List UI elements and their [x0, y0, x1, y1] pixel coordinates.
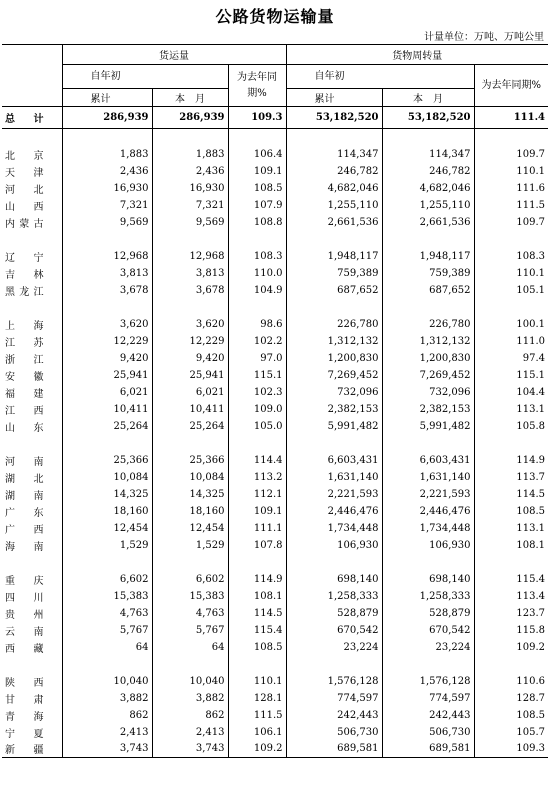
freight-month: 25,941	[152, 367, 228, 384]
freight-yoy: 108.3	[228, 248, 286, 265]
corner-cell	[2, 45, 62, 65]
freight-yoy: 106.4	[228, 146, 286, 163]
freight-yoy-header: 为去年同期%	[228, 65, 286, 107]
freight-yoy: 113.2	[228, 469, 286, 486]
freight-month: 5,767	[152, 622, 228, 639]
region-name: 河南	[2, 452, 62, 469]
turnover-cumulative: 114,347	[286, 146, 382, 163]
turnover-month: 1,734,448	[382, 520, 474, 537]
turnover-yoy: 108.5	[474, 707, 548, 724]
turnover-month: 2,221,593	[382, 486, 474, 503]
turnover-month: 106,930	[382, 537, 474, 554]
freight-yoy: 108.5	[228, 639, 286, 656]
freight-yoy: 97.0	[228, 350, 286, 367]
turnover-yoy-header: 为去年同期%	[474, 65, 548, 107]
freight-yoy: 112.1	[228, 486, 286, 503]
freight-cumulative: 14,325	[62, 486, 152, 503]
turnover-yoy: 115.4	[474, 571, 548, 588]
freight-month: 3,813	[152, 265, 228, 282]
turnover-yoy: 110.6	[474, 673, 548, 690]
turnover-month: 53,182,520	[382, 107, 474, 129]
turnover-cumulative: 2,446,476	[286, 503, 382, 520]
turnover-cumulative: 6,603,431	[286, 452, 382, 469]
freight-month: 3,882	[152, 690, 228, 707]
turnover-month: 670,542	[382, 622, 474, 639]
freight-month: 6,021	[152, 384, 228, 401]
region-name: 吉林	[2, 265, 62, 282]
table-row	[2, 741, 548, 758]
table-row	[2, 214, 548, 231]
table-row	[2, 452, 548, 469]
region-name: 内蒙古	[2, 214, 62, 231]
turnover-month: 1,576,128	[382, 673, 474, 690]
turnover-yoy: 108.5	[474, 503, 548, 520]
turnover-month: 4,682,046	[382, 180, 474, 197]
turnover-cumulative: 1,631,140	[286, 469, 382, 486]
turnover-month: 1,258,333	[382, 588, 474, 605]
freight-month: 12,968	[152, 248, 228, 265]
freight-yoy: 114.9	[228, 571, 286, 588]
turnover-cumulative: 226,780	[286, 316, 382, 333]
turnover-month: 5,991,482	[382, 418, 474, 435]
turnover-month-header: 本 月	[382, 89, 474, 107]
turnover-month: 1,200,830	[382, 350, 474, 367]
turnover-yoy: 108.3	[474, 248, 548, 265]
region-name: 黑龙江	[2, 282, 62, 299]
table-row	[2, 673, 548, 690]
freight-month: 9,569	[152, 214, 228, 231]
turnover-yoy: 114.5	[474, 486, 548, 503]
table-row	[2, 724, 548, 741]
turnover-cumulative: 5,991,482	[286, 418, 382, 435]
freight-cumulative: 64	[62, 639, 152, 656]
group-spacer	[2, 129, 548, 146]
freight-cumulative: 12,229	[62, 333, 152, 350]
region-name: 新疆	[2, 741, 62, 758]
turnover-yoy: 111.6	[474, 180, 548, 197]
turnover-month: 2,446,476	[382, 503, 474, 520]
freight-cumulative: 10,040	[62, 673, 152, 690]
freight-yoy: 109.1	[228, 163, 286, 180]
freight-cumulative: 10,084	[62, 469, 152, 486]
freight-cumulative: 12,968	[62, 248, 152, 265]
freight-cumulative: 3,743	[62, 741, 152, 758]
turnover-cumulative: 246,782	[286, 163, 382, 180]
freight-cumulative: 10,411	[62, 401, 152, 418]
turnover-cumulative-header: 累计	[286, 89, 382, 107]
freight-month: 25,366	[152, 452, 228, 469]
table-row	[2, 520, 548, 537]
table-row	[2, 690, 548, 707]
turnover-yoy: 97.4	[474, 350, 548, 367]
turnover-yoy: 104.4	[474, 384, 548, 401]
turnover-month: 1,255,110	[382, 197, 474, 214]
freight-yoy: 110.0	[228, 265, 286, 282]
turnover-month: 759,389	[382, 265, 474, 282]
turnover-yoy: 111.4	[474, 107, 548, 129]
region-name: 广西	[2, 520, 62, 537]
region-name: 广东	[2, 503, 62, 520]
turnover-header: 货物周转量	[286, 45, 548, 65]
freight-cumulative: 2,413	[62, 724, 152, 741]
turnover-cumulative: 759,389	[286, 265, 382, 282]
turnover-yoy: 109.2	[474, 639, 548, 656]
region-name: 福建	[2, 384, 62, 401]
freight-yoy: 106.1	[228, 724, 286, 741]
turnover-month: 528,879	[382, 605, 474, 622]
freight-ytd-header: 自年初	[62, 65, 228, 89]
total-row	[2, 107, 548, 129]
turnover-yoy: 115.8	[474, 622, 548, 639]
turnover-month: 687,652	[382, 282, 474, 299]
region-name: 河北	[2, 180, 62, 197]
table-row	[2, 605, 548, 622]
table-row	[2, 571, 548, 588]
freight-yoy: 115.4	[228, 622, 286, 639]
corner-cell-2	[2, 65, 62, 89]
turnover-month: 23,224	[382, 639, 474, 656]
turnover-yoy: 113.1	[474, 520, 548, 537]
freight-cumulative: 3,620	[62, 316, 152, 333]
freight-cumulative: 9,569	[62, 214, 152, 231]
turnover-cumulative: 1,200,830	[286, 350, 382, 367]
group-spacer	[2, 299, 548, 316]
freight-table	[2, 44, 548, 758]
freight-yoy: 128.1	[228, 690, 286, 707]
table-row	[2, 639, 548, 656]
turnover-cumulative: 7,269,452	[286, 367, 382, 384]
freight-month: 9,420	[152, 350, 228, 367]
freight-yoy: 104.9	[228, 282, 286, 299]
freight-month: 12,229	[152, 333, 228, 350]
freight-yoy: 108.5	[228, 180, 286, 197]
freight-month: 10,411	[152, 401, 228, 418]
group-spacer	[2, 231, 548, 248]
turnover-month: 114,347	[382, 146, 474, 163]
freight-yoy: 107.8	[228, 537, 286, 554]
freight-cumulative: 7,321	[62, 197, 152, 214]
region-name: 四川	[2, 588, 62, 605]
freight-month: 64	[152, 639, 228, 656]
freight-month: 7,321	[152, 197, 228, 214]
turnover-month: 732,096	[382, 384, 474, 401]
turnover-month: 246,782	[382, 163, 474, 180]
region-name: 海南	[2, 537, 62, 554]
freight-yoy: 109.0	[228, 401, 286, 418]
turnover-yoy: 115.1	[474, 367, 548, 384]
turnover-cumulative: 687,652	[286, 282, 382, 299]
turnover-cumulative: 1,258,333	[286, 588, 382, 605]
freight-cumulative: 3,678	[62, 282, 152, 299]
freight-month: 3,620	[152, 316, 228, 333]
freight-yoy: 102.3	[228, 384, 286, 401]
turnover-cumulative: 242,443	[286, 707, 382, 724]
turnover-month: 226,780	[382, 316, 474, 333]
region-name: 青海	[2, 707, 62, 724]
turnover-yoy: 109.7	[474, 146, 548, 163]
page-title: 公路货物运输量	[215, 7, 335, 26]
freight-cumulative-header: 累计	[62, 89, 152, 107]
turnover-month: 6,603,431	[382, 452, 474, 469]
region-name: 云南	[2, 622, 62, 639]
freight-yoy: 111.5	[228, 707, 286, 724]
freight-month-header: 本 月	[152, 89, 228, 107]
freight-yoy: 109.3	[228, 107, 286, 129]
freight-yoy: 108.1	[228, 588, 286, 605]
turnover-month: 7,269,452	[382, 367, 474, 384]
freight-yoy: 105.0	[228, 418, 286, 435]
group-spacer	[2, 554, 548, 571]
region-name: 宁夏	[2, 724, 62, 741]
freight-yoy: 111.1	[228, 520, 286, 537]
freight-cumulative: 286,939	[62, 107, 152, 129]
table-row	[2, 537, 548, 554]
turnover-yoy: 109.7	[474, 214, 548, 231]
turnover-yoy: 113.4	[474, 588, 548, 605]
freight-cumulative: 6,021	[62, 384, 152, 401]
turnover-yoy: 105.7	[474, 724, 548, 741]
freight-cumulative: 25,264	[62, 418, 152, 435]
region-name: 上海	[2, 316, 62, 333]
freight-month: 14,325	[152, 486, 228, 503]
group-spacer	[2, 656, 548, 673]
turnover-month: 1,312,132	[382, 333, 474, 350]
turnover-cumulative: 506,730	[286, 724, 382, 741]
freight-month: 2,436	[152, 163, 228, 180]
region-name: 辽宁	[2, 248, 62, 265]
region-name: 甘肃	[2, 690, 62, 707]
freight-cumulative: 4,763	[62, 605, 152, 622]
freight-month: 3,743	[152, 741, 228, 758]
turnover-yoy: 110.1	[474, 163, 548, 180]
region-name: 山西	[2, 197, 62, 214]
freight-yoy: 110.1	[228, 673, 286, 690]
freight-month: 18,160	[152, 503, 228, 520]
turnover-cumulative: 732,096	[286, 384, 382, 401]
turnover-yoy: 109.3	[474, 741, 548, 758]
corner-cell-3	[2, 89, 62, 107]
region-name: 安徽	[2, 367, 62, 384]
freight-yoy: 109.1	[228, 503, 286, 520]
region-name: 陕西	[2, 673, 62, 690]
turnover-cumulative: 528,879	[286, 605, 382, 622]
region-name: 江西	[2, 401, 62, 418]
turnover-cumulative: 670,542	[286, 622, 382, 639]
turnover-yoy: 108.1	[474, 537, 548, 554]
table-row	[2, 622, 548, 639]
turnover-cumulative: 1,734,448	[286, 520, 382, 537]
turnover-yoy: 110.1	[474, 265, 548, 282]
freight-cumulative: 1,883	[62, 146, 152, 163]
table-row	[2, 588, 548, 605]
turnover-month: 774,597	[382, 690, 474, 707]
turnover-cumulative: 689,581	[286, 741, 382, 758]
turnover-month: 1,631,140	[382, 469, 474, 486]
freight-month: 25,264	[152, 418, 228, 435]
freight-month: 286,939	[152, 107, 228, 129]
turnover-month: 506,730	[382, 724, 474, 741]
freight-yoy: 98.6	[228, 316, 286, 333]
turnover-cumulative: 2,661,536	[286, 214, 382, 231]
turnover-yoy: 123.7	[474, 605, 548, 622]
table-row	[2, 197, 548, 214]
turnover-yoy: 111.0	[474, 333, 548, 350]
freight-month: 10,040	[152, 673, 228, 690]
freight-cumulative: 15,383	[62, 588, 152, 605]
region-name: 重庆	[2, 571, 62, 588]
turnover-yoy: 105.8	[474, 418, 548, 435]
freight-cumulative: 25,366	[62, 452, 152, 469]
region-name: 江苏	[2, 333, 62, 350]
region-name: 浙江	[2, 350, 62, 367]
turnover-yoy: 111.5	[474, 197, 548, 214]
turnover-cumulative: 1,576,128	[286, 673, 382, 690]
table-row	[2, 146, 548, 163]
freight-cumulative: 25,941	[62, 367, 152, 384]
region-name: 西藏	[2, 639, 62, 656]
table-row	[2, 282, 548, 299]
freight-yoy: 114.4	[228, 452, 286, 469]
turnover-month: 2,661,536	[382, 214, 474, 231]
turnover-month: 2,382,153	[382, 401, 474, 418]
freight-yoy: 115.1	[228, 367, 286, 384]
turnover-yoy: 113.7	[474, 469, 548, 486]
turnover-yoy: 105.1	[474, 282, 548, 299]
table-row	[2, 316, 548, 333]
turnover-cumulative: 4,682,046	[286, 180, 382, 197]
turnover-yoy: 114.9	[474, 452, 548, 469]
table-row	[2, 350, 548, 367]
freight-cumulative: 9,420	[62, 350, 152, 367]
region-name: 北京	[2, 146, 62, 163]
turnover-yoy: 113.1	[474, 401, 548, 418]
freight-month: 1,529	[152, 537, 228, 554]
region-name: 湖北	[2, 469, 62, 486]
freight-month: 3,678	[152, 282, 228, 299]
region-name: 山东	[2, 418, 62, 435]
table-row	[2, 367, 548, 384]
table-row	[2, 163, 548, 180]
row-name: 总 计	[2, 107, 62, 129]
turnover-ytd-header: 自年初	[286, 65, 474, 89]
table-row	[2, 486, 548, 503]
freight-month: 10,084	[152, 469, 228, 486]
freight-month: 4,763	[152, 605, 228, 622]
freight-cumulative: 16,930	[62, 180, 152, 197]
freight-month: 16,930	[152, 180, 228, 197]
region-name: 天津	[2, 163, 62, 180]
freight-cumulative: 862	[62, 707, 152, 724]
region-name: 湖南	[2, 486, 62, 503]
freight-month: 15,383	[152, 588, 228, 605]
freight-yoy: 109.2	[228, 741, 286, 758]
table-row	[2, 248, 548, 265]
turnover-cumulative: 1,255,110	[286, 197, 382, 214]
freight-cumulative: 3,813	[62, 265, 152, 282]
freight-yoy: 107.9	[228, 197, 286, 214]
turnover-month: 689,581	[382, 741, 474, 758]
freight-month: 12,454	[152, 520, 228, 537]
turnover-cumulative: 698,140	[286, 571, 382, 588]
freight-yoy: 114.5	[228, 605, 286, 622]
freight-month: 6,602	[152, 571, 228, 588]
region-name: 贵州	[2, 605, 62, 622]
freight-month: 862	[152, 707, 228, 724]
unit-label: 计量单位：万吨、万吨公里	[424, 32, 544, 43]
freight-cumulative: 5,767	[62, 622, 152, 639]
freight-yoy: 102.2	[228, 333, 286, 350]
freight-cumulative: 18,160	[62, 503, 152, 520]
freight-cumulative: 3,882	[62, 690, 152, 707]
turnover-cumulative: 2,221,593	[286, 486, 382, 503]
turnover-month: 698,140	[382, 571, 474, 588]
turnover-yoy: 100.1	[474, 316, 548, 333]
turnover-cumulative: 2,382,153	[286, 401, 382, 418]
table-row	[2, 469, 548, 486]
table-row	[2, 265, 548, 282]
freight-month: 1,883	[152, 146, 228, 163]
table-row	[2, 707, 548, 724]
turnover-month: 242,443	[382, 707, 474, 724]
table-row	[2, 384, 548, 401]
turnover-cumulative: 774,597	[286, 690, 382, 707]
freight-cumulative: 12,454	[62, 520, 152, 537]
turnover-cumulative: 106,930	[286, 537, 382, 554]
turnover-cumulative: 53,182,520	[286, 107, 382, 129]
freight-header: 货运量	[62, 45, 286, 65]
table-row	[2, 401, 548, 418]
table-row	[2, 180, 548, 197]
table-row	[2, 418, 548, 435]
turnover-yoy: 128.7	[474, 690, 548, 707]
turnover-cumulative: 1,312,132	[286, 333, 382, 350]
group-spacer	[2, 435, 548, 452]
table-row	[2, 333, 548, 350]
freight-cumulative: 6,602	[62, 571, 152, 588]
freight-yoy: 108.8	[228, 214, 286, 231]
turnover-cumulative: 23,224	[286, 639, 382, 656]
turnover-cumulative: 1,948,117	[286, 248, 382, 265]
freight-cumulative: 2,436	[62, 163, 152, 180]
turnover-month: 1,948,117	[382, 248, 474, 265]
freight-cumulative: 1,529	[62, 537, 152, 554]
freight-month: 2,413	[152, 724, 228, 741]
table-row	[2, 503, 548, 520]
